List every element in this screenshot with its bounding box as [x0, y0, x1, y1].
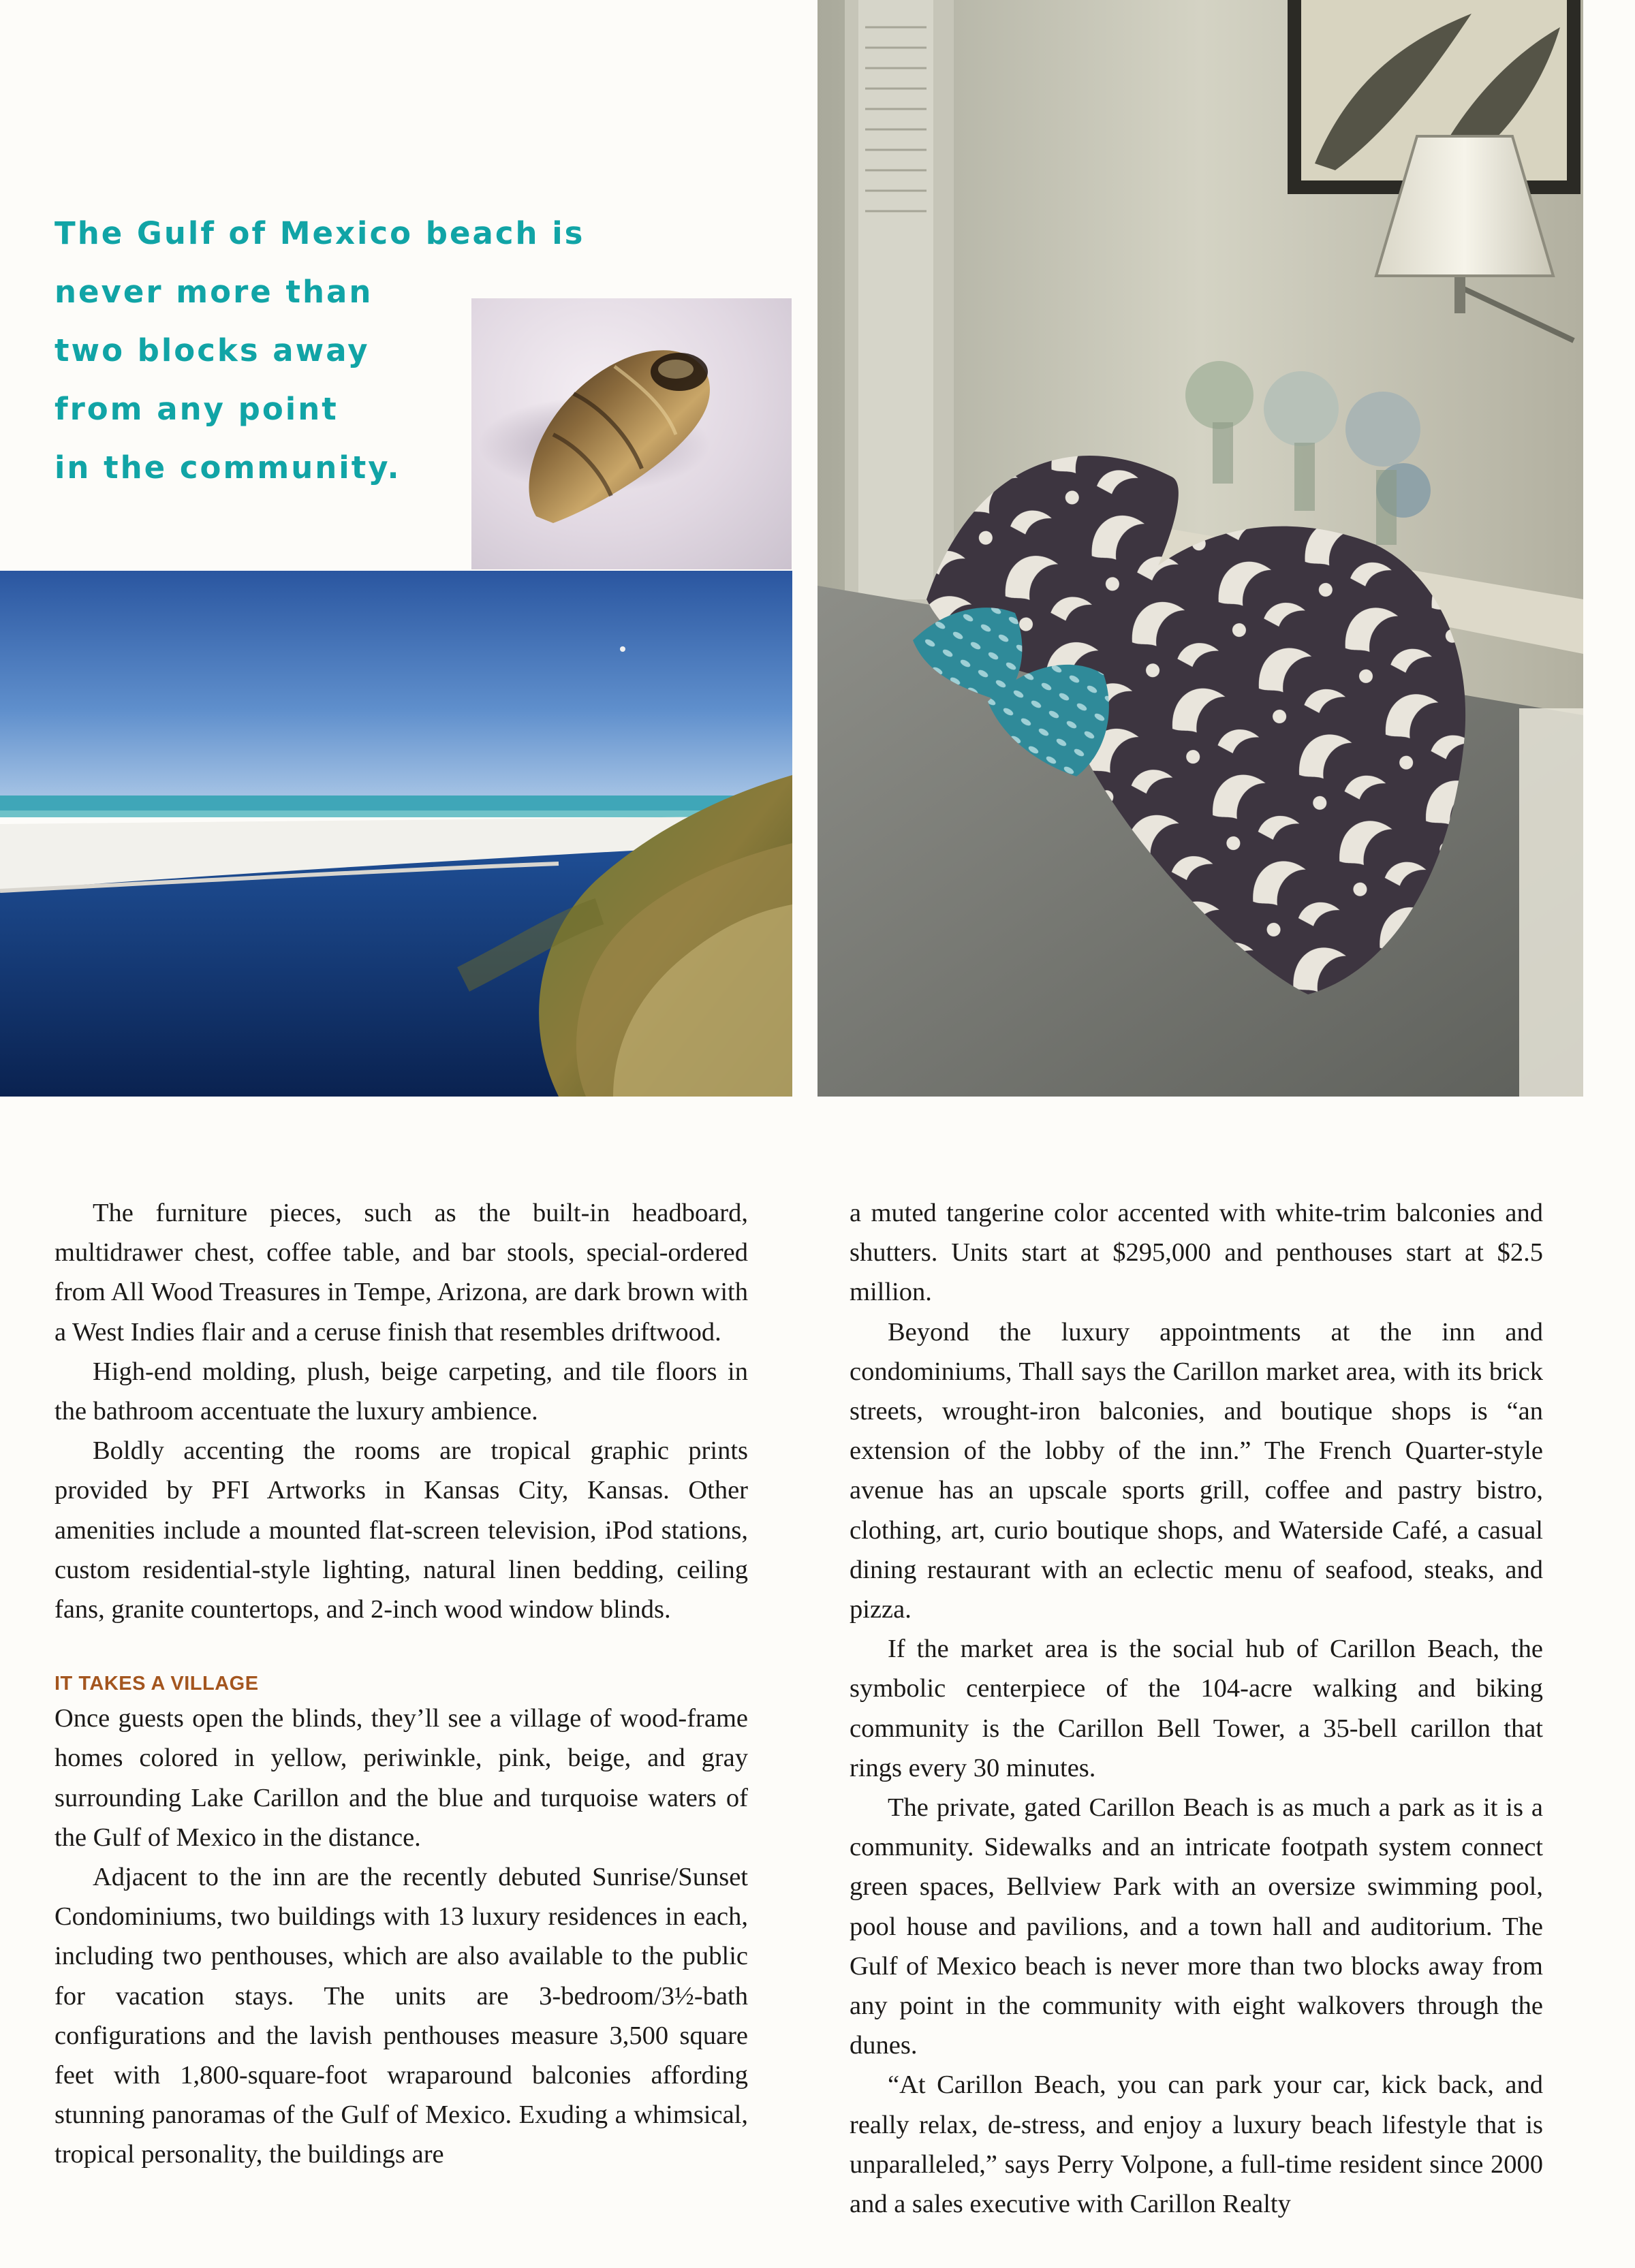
bedroom-illustration	[818, 0, 1583, 1097]
pull-quote-line-5: in the community.	[54, 450, 401, 486]
article-column-left	[54, 1193, 748, 2175]
pull-quote-line-2: never more than	[54, 274, 373, 310]
body-paragraph: Beyond the luxury appointments at the inn and condominiums, Thall says the Carillon market area, with its brick streets, wrought-iron balconies, and boutique shops is “an extension of the lobby of the inn.” The French Quarter-style avenue has an upscale sports grill, coffee and pastry bistro, clothing, art, curio boutique shops, and Waterside Café, a casual dining restaurant with an eclectic menu of seafood, steaks, and pizza.	[850, 1317, 1543, 1624]
body-paragraph: The furniture pieces, such as the built-in headboard, multidrawer chest, coffee table, and bar stools, special-ordered from All Wood Treasures in Tempe, Arizona, are dark brown with a West Indies flair and a ceruse finish that resembles driftwood.	[54, 1199, 748, 1346]
seashell-illustration	[471, 298, 792, 569]
pull-quote-line-3: two blocks away	[54, 332, 370, 368]
body-paragraph: The private, gated Carillon Beach is as much a park as it is a community. Sidewalks and an intricate footpath system connect green spaces, Bellview Park with an oversize swimming pool, pool house and pavilions, and a town hall and auditorium. The Gulf of Mexico beach is never more than two blocks away from any point in the community with eight walkovers through the dunes.	[850, 1793, 1543, 2060]
pull-quote-line-4: from any point	[54, 391, 339, 427]
body-paragraph: If the market area is the social hub of Carillon Beach, the symbolic centerpiece of the 104-acre walking and biking community is the Carillon Bell Tower, a 35-bell carillon that rings every 30 minutes.	[850, 1635, 1543, 1782]
body-paragraph: Boldly accenting the rooms are tropical graphic prints provided by PFI Artworks in Kansas City, Kansas. Other amenities include a mounted flat-screen television, iPod stations, custom residential-style lighting, natural linen bedding, ceiling fans, granite countertops, and 2-inch wood window blinds.	[54, 1436, 748, 1624]
section-heading: IT TAKES A VILLAGE	[54, 1673, 259, 1695]
bedroom-photo	[818, 0, 1583, 1097]
body-paragraph: Once guests open the blinds, they’ll see a village of wood-frame homes colored in yellow, periwinkle, pink, beige, and gray surrounding Lake Carillon and the blue and turquoise waters of the Gulf of Mexico in the distance.	[54, 1704, 748, 1852]
article-column-right	[850, 1193, 1543, 2224]
body-paragraph: High-end molding, plush, beige carpeting, and tile floors in the bathroom accentuate the luxury ambience.	[54, 1357, 748, 1426]
body-paragraph: Adjacent to the inn are the recently debuted Sunrise/Sunset Condominiums, two buildings with 13 luxury residences in each, including two penthouses, which are also available to the public for vacation stays. The units are 3-bedroom/3½-bath configurations and the lavish penthouses measure 3,500 square feet with 1,800-square-foot wraparound balconies affording stunning panoramas of the Gulf of Mexico. Exuding a whimsical, tropical personality, the buildings are	[54, 1863, 748, 2169]
body-paragraph: “At Carillon Beach, you can park your car, kick back, and really relax, de-stress, and enjoy a luxury beach lifestyle that is unparalleled,” says Perry Volpone, a full-time resident since 2000 and a sales executive with Carillon Realty	[850, 2070, 1543, 2219]
beach-landscape-illustration	[0, 571, 792, 1097]
beach-lake-photo	[0, 571, 792, 1097]
pull-quote-line-1: The Gulf of Mexico beach is	[54, 215, 585, 251]
seashell-photo	[471, 298, 792, 569]
pull-quote	[54, 204, 585, 497]
body-paragraph-continued: a muted tangerine color accented with white-trim balconies and shutters. Units start at $295,000 and penthouses start at $2.5 million.	[850, 1199, 1543, 1307]
